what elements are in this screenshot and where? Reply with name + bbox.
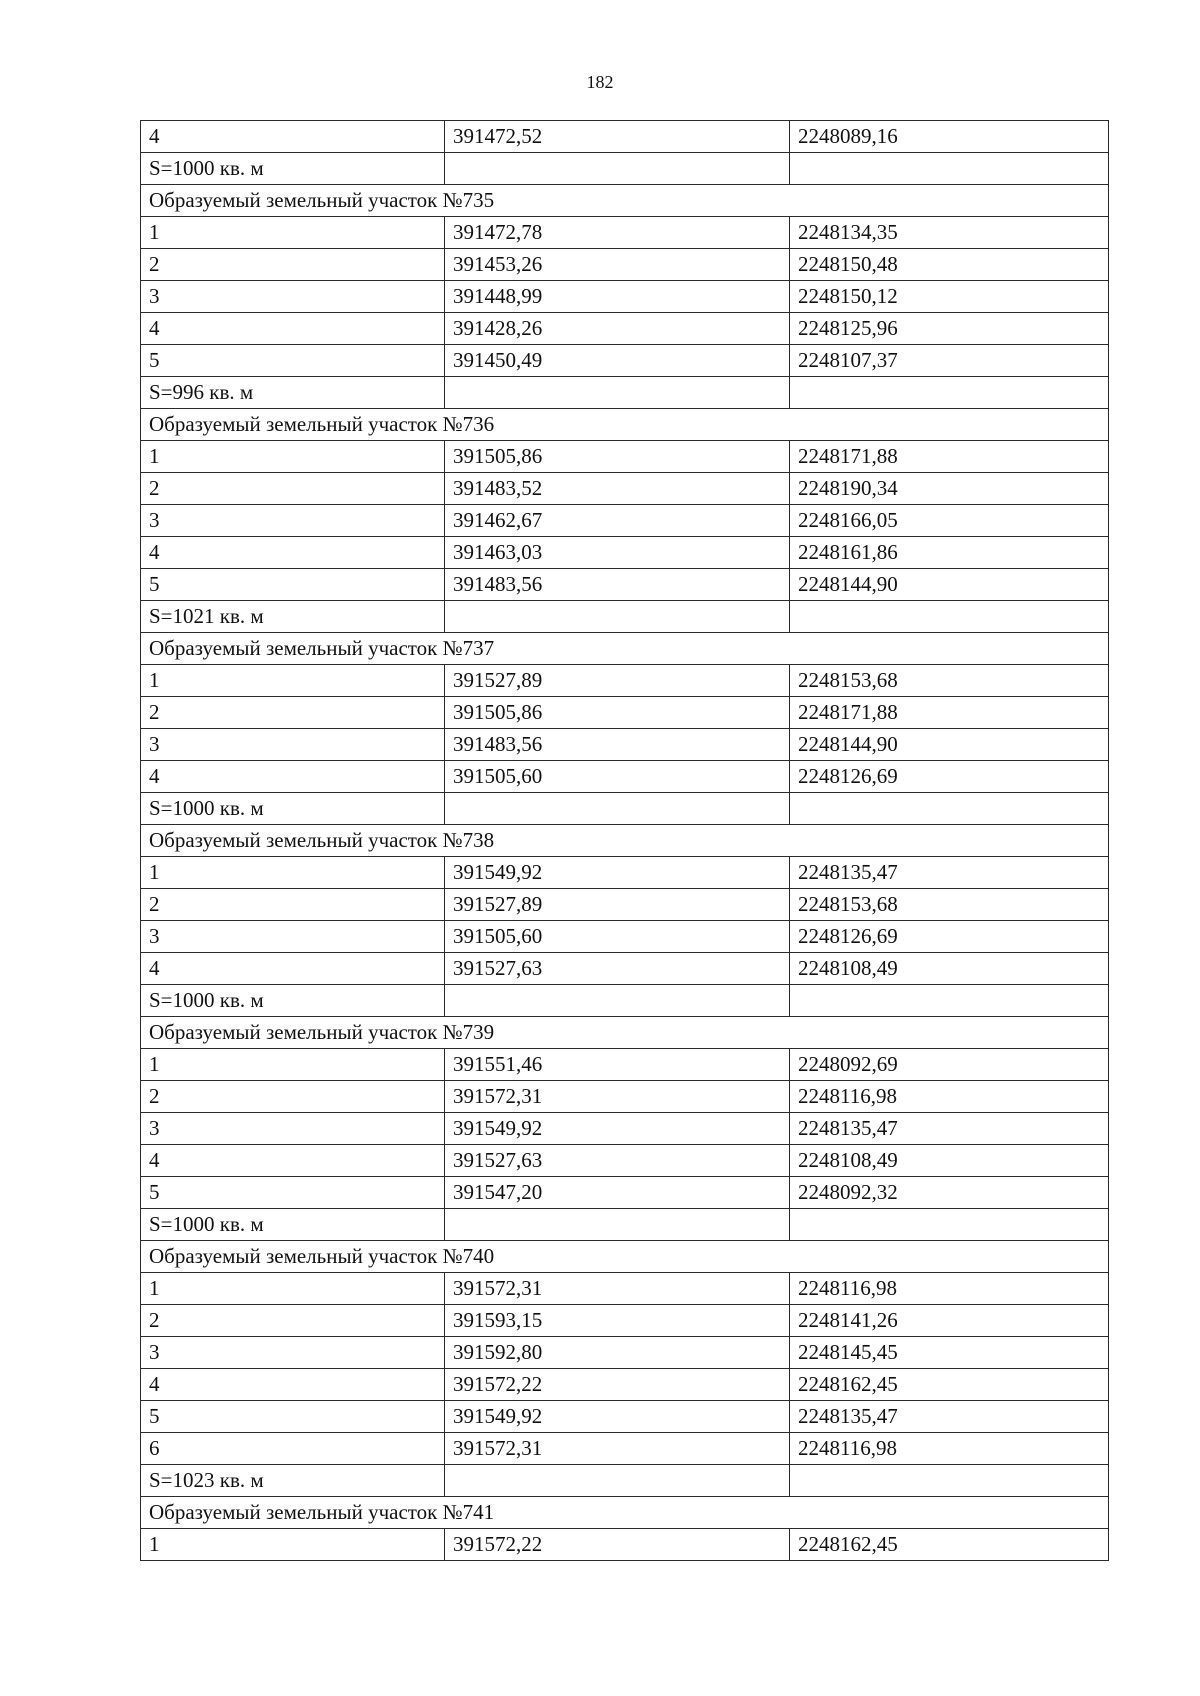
- y-coordinate-cell: 2248141,26: [790, 1305, 1109, 1337]
- y-coordinate-cell: 2248144,90: [790, 729, 1109, 761]
- point-number-cell: 4: [141, 953, 445, 985]
- x-coordinate-cell: 391549,92: [445, 857, 790, 889]
- area-row: [141, 793, 1109, 825]
- y-coordinate-cell: 2248135,47: [790, 857, 1109, 889]
- parcel-header-row: [141, 1497, 1109, 1529]
- y-coordinate-cell: 2248092,69: [790, 1049, 1109, 1081]
- x-coordinate-cell: 391505,60: [445, 761, 790, 793]
- x-coordinate-cell: 391505,86: [445, 441, 790, 473]
- point-row: [141, 281, 1109, 313]
- point-row: [141, 1177, 1109, 1209]
- point-row: [141, 537, 1109, 569]
- x-coordinate-cell: 391549,92: [445, 1113, 790, 1145]
- x-coordinate-cell: 391472,78: [445, 217, 790, 249]
- point-number-cell: 5: [141, 569, 445, 601]
- point-row: [141, 249, 1109, 281]
- area-cell: S=1000 кв. м: [141, 1209, 445, 1241]
- point-number-cell: 3: [141, 921, 445, 953]
- x-coordinate-cell: 391463,03: [445, 537, 790, 569]
- point-number-cell: 1: [141, 217, 445, 249]
- point-number-cell: 1: [141, 665, 445, 697]
- y-coordinate-cell: 2248089,16: [790, 121, 1109, 153]
- point-row: [141, 345, 1109, 377]
- y-coordinate-cell: 2248171,88: [790, 697, 1109, 729]
- x-coordinate-cell: 391448,99: [445, 281, 790, 313]
- parcel-header-cell: Образуемый земельный участок №738: [141, 825, 1109, 857]
- x-coordinate-cell: 391527,63: [445, 1145, 790, 1177]
- x-coordinate-cell: 391549,92: [445, 1401, 790, 1433]
- point-number-cell: 4: [141, 121, 445, 153]
- x-coordinate-cell: 391527,63: [445, 953, 790, 985]
- point-row: [141, 921, 1109, 953]
- parcel-header-row: [141, 409, 1109, 441]
- point-row: [141, 569, 1109, 601]
- x-coordinate-cell: 391462,67: [445, 505, 790, 537]
- x-coordinate-cell: 391450,49: [445, 345, 790, 377]
- point-number-cell: 3: [141, 505, 445, 537]
- empty-cell: [445, 153, 790, 185]
- parcel-header-cell: Образуемый земельный участок №741: [141, 1497, 1109, 1529]
- point-row: [141, 473, 1109, 505]
- area-cell: S=1000 кв. м: [141, 985, 445, 1017]
- point-row: [141, 121, 1109, 153]
- y-coordinate-cell: 2248108,49: [790, 1145, 1109, 1177]
- point-row: [141, 1337, 1109, 1369]
- area-cell: S=1023 кв. м: [141, 1465, 445, 1497]
- x-coordinate-cell: 391483,56: [445, 569, 790, 601]
- x-coordinate-cell: 391592,80: [445, 1337, 790, 1369]
- y-coordinate-cell: 2248150,48: [790, 249, 1109, 281]
- x-coordinate-cell: 391505,60: [445, 921, 790, 953]
- x-coordinate-cell: 391572,22: [445, 1369, 790, 1401]
- empty-cell: [445, 377, 790, 409]
- point-number-cell: 1: [141, 1049, 445, 1081]
- x-coordinate-cell: 391483,56: [445, 729, 790, 761]
- area-cell: S=1000 кв. м: [141, 153, 445, 185]
- point-number-cell: 2: [141, 1081, 445, 1113]
- x-coordinate-cell: 391572,31: [445, 1081, 790, 1113]
- x-coordinate-cell: 391453,26: [445, 249, 790, 281]
- area-cell: S=1021 кв. м: [141, 601, 445, 633]
- y-coordinate-cell: 2248161,86: [790, 537, 1109, 569]
- x-coordinate-cell: 391572,31: [445, 1273, 790, 1305]
- point-row: [141, 1113, 1109, 1145]
- x-coordinate-cell: 391572,22: [445, 1529, 790, 1561]
- empty-cell: [790, 1209, 1109, 1241]
- parcel-header-cell: Образуемый земельный участок №736: [141, 409, 1109, 441]
- point-row: [141, 761, 1109, 793]
- empty-cell: [790, 1465, 1109, 1497]
- area-cell: S=1000 кв. м: [141, 793, 445, 825]
- y-coordinate-cell: 2248126,69: [790, 761, 1109, 793]
- y-coordinate-cell: 2248116,98: [790, 1433, 1109, 1465]
- empty-cell: [790, 153, 1109, 185]
- point-row: [141, 729, 1109, 761]
- y-coordinate-cell: 2248135,47: [790, 1113, 1109, 1145]
- point-number-cell: 5: [141, 1177, 445, 1209]
- empty-cell: [445, 985, 790, 1017]
- point-row: [141, 217, 1109, 249]
- point-row: [141, 441, 1109, 473]
- x-coordinate-cell: 391483,52: [445, 473, 790, 505]
- point-row: [141, 857, 1109, 889]
- point-number-cell: 2: [141, 889, 445, 921]
- y-coordinate-cell: 2248125,96: [790, 313, 1109, 345]
- point-number-cell: 2: [141, 473, 445, 505]
- y-coordinate-cell: 2248190,34: [790, 473, 1109, 505]
- point-number-cell: 1: [141, 1273, 445, 1305]
- point-number-cell: 4: [141, 1369, 445, 1401]
- point-number-cell: 3: [141, 281, 445, 313]
- point-number-cell: 5: [141, 1401, 445, 1433]
- area-row: [141, 377, 1109, 409]
- point-number-cell: 2: [141, 249, 445, 281]
- point-row: [141, 313, 1109, 345]
- point-number-cell: 3: [141, 729, 445, 761]
- y-coordinate-cell: 2248153,68: [790, 665, 1109, 697]
- area-row: [141, 1209, 1109, 1241]
- y-coordinate-cell: 2248153,68: [790, 889, 1109, 921]
- parcel-header-cell: Образуемый земельный участок №735: [141, 185, 1109, 217]
- empty-cell: [790, 601, 1109, 633]
- y-coordinate-cell: 2248092,32: [790, 1177, 1109, 1209]
- point-row: [141, 1305, 1109, 1337]
- point-row: [141, 1145, 1109, 1177]
- x-coordinate-cell: 391472,52: [445, 121, 790, 153]
- coordinates-table: [140, 120, 1109, 1561]
- empty-cell: [445, 601, 790, 633]
- point-row: [141, 889, 1109, 921]
- point-number-cell: 4: [141, 1145, 445, 1177]
- point-row: [141, 1369, 1109, 1401]
- area-row: [141, 985, 1109, 1017]
- y-coordinate-cell: 2248171,88: [790, 441, 1109, 473]
- point-number-cell: 4: [141, 537, 445, 569]
- x-coordinate-cell: 391547,20: [445, 1177, 790, 1209]
- empty-cell: [790, 377, 1109, 409]
- point-number-cell: 5: [141, 345, 445, 377]
- point-number-cell: 6: [141, 1433, 445, 1465]
- point-row: [141, 697, 1109, 729]
- area-row: [141, 1465, 1109, 1497]
- y-coordinate-cell: 2248135,47: [790, 1401, 1109, 1433]
- x-coordinate-cell: 391428,26: [445, 313, 790, 345]
- point-number-cell: 3: [141, 1337, 445, 1369]
- area-row: [141, 153, 1109, 185]
- y-coordinate-cell: 2248166,05: [790, 505, 1109, 537]
- parcel-header-cell: Образуемый земельный участок №737: [141, 633, 1109, 665]
- parcel-header-row: [141, 825, 1109, 857]
- point-number-cell: 3: [141, 1113, 445, 1145]
- y-coordinate-cell: 2248134,35: [790, 217, 1109, 249]
- point-row: [141, 1529, 1109, 1561]
- empty-cell: [790, 985, 1109, 1017]
- area-row: [141, 601, 1109, 633]
- y-coordinate-cell: 2248126,69: [790, 921, 1109, 953]
- point-row: [141, 505, 1109, 537]
- parcel-header-cell: Образуемый земельный участок №740: [141, 1241, 1109, 1273]
- point-number-cell: 2: [141, 697, 445, 729]
- empty-cell: [445, 1209, 790, 1241]
- parcel-header-row: [141, 633, 1109, 665]
- y-coordinate-cell: 2248162,45: [790, 1369, 1109, 1401]
- point-number-cell: 1: [141, 441, 445, 473]
- point-row: [141, 1081, 1109, 1113]
- empty-cell: [790, 793, 1109, 825]
- y-coordinate-cell: 2248150,12: [790, 281, 1109, 313]
- point-row: [141, 1049, 1109, 1081]
- parcel-header-cell: Образуемый земельный участок №739: [141, 1017, 1109, 1049]
- y-coordinate-cell: 2248116,98: [790, 1273, 1109, 1305]
- x-coordinate-cell: 391572,31: [445, 1433, 790, 1465]
- area-cell: S=996 кв. м: [141, 377, 445, 409]
- y-coordinate-cell: 2248108,49: [790, 953, 1109, 985]
- point-row: [141, 1401, 1109, 1433]
- empty-cell: [445, 1465, 790, 1497]
- x-coordinate-cell: 391527,89: [445, 665, 790, 697]
- point-number-cell: 1: [141, 857, 445, 889]
- point-number-cell: 4: [141, 313, 445, 345]
- parcel-header-row: [141, 1241, 1109, 1273]
- x-coordinate-cell: 391551,46: [445, 1049, 790, 1081]
- x-coordinate-cell: 391505,86: [445, 697, 790, 729]
- coordinates-table-body: [141, 121, 1109, 1561]
- y-coordinate-cell: 2248116,98: [790, 1081, 1109, 1113]
- point-row: [141, 1433, 1109, 1465]
- point-row: [141, 953, 1109, 985]
- point-number-cell: 4: [141, 761, 445, 793]
- point-row: [141, 1273, 1109, 1305]
- page-number: 182: [586, 72, 614, 92]
- parcel-header-row: [141, 185, 1109, 217]
- point-row: [141, 665, 1109, 697]
- x-coordinate-cell: 391527,89: [445, 889, 790, 921]
- y-coordinate-cell: 2248162,45: [790, 1529, 1109, 1561]
- y-coordinate-cell: 2248145,45: [790, 1337, 1109, 1369]
- point-number-cell: 2: [141, 1305, 445, 1337]
- y-coordinate-cell: 2248107,37: [790, 345, 1109, 377]
- parcel-header-row: [141, 1017, 1109, 1049]
- y-coordinate-cell: 2248144,90: [790, 569, 1109, 601]
- x-coordinate-cell: 391593,15: [445, 1305, 790, 1337]
- point-number-cell: 1: [141, 1529, 445, 1561]
- empty-cell: [445, 793, 790, 825]
